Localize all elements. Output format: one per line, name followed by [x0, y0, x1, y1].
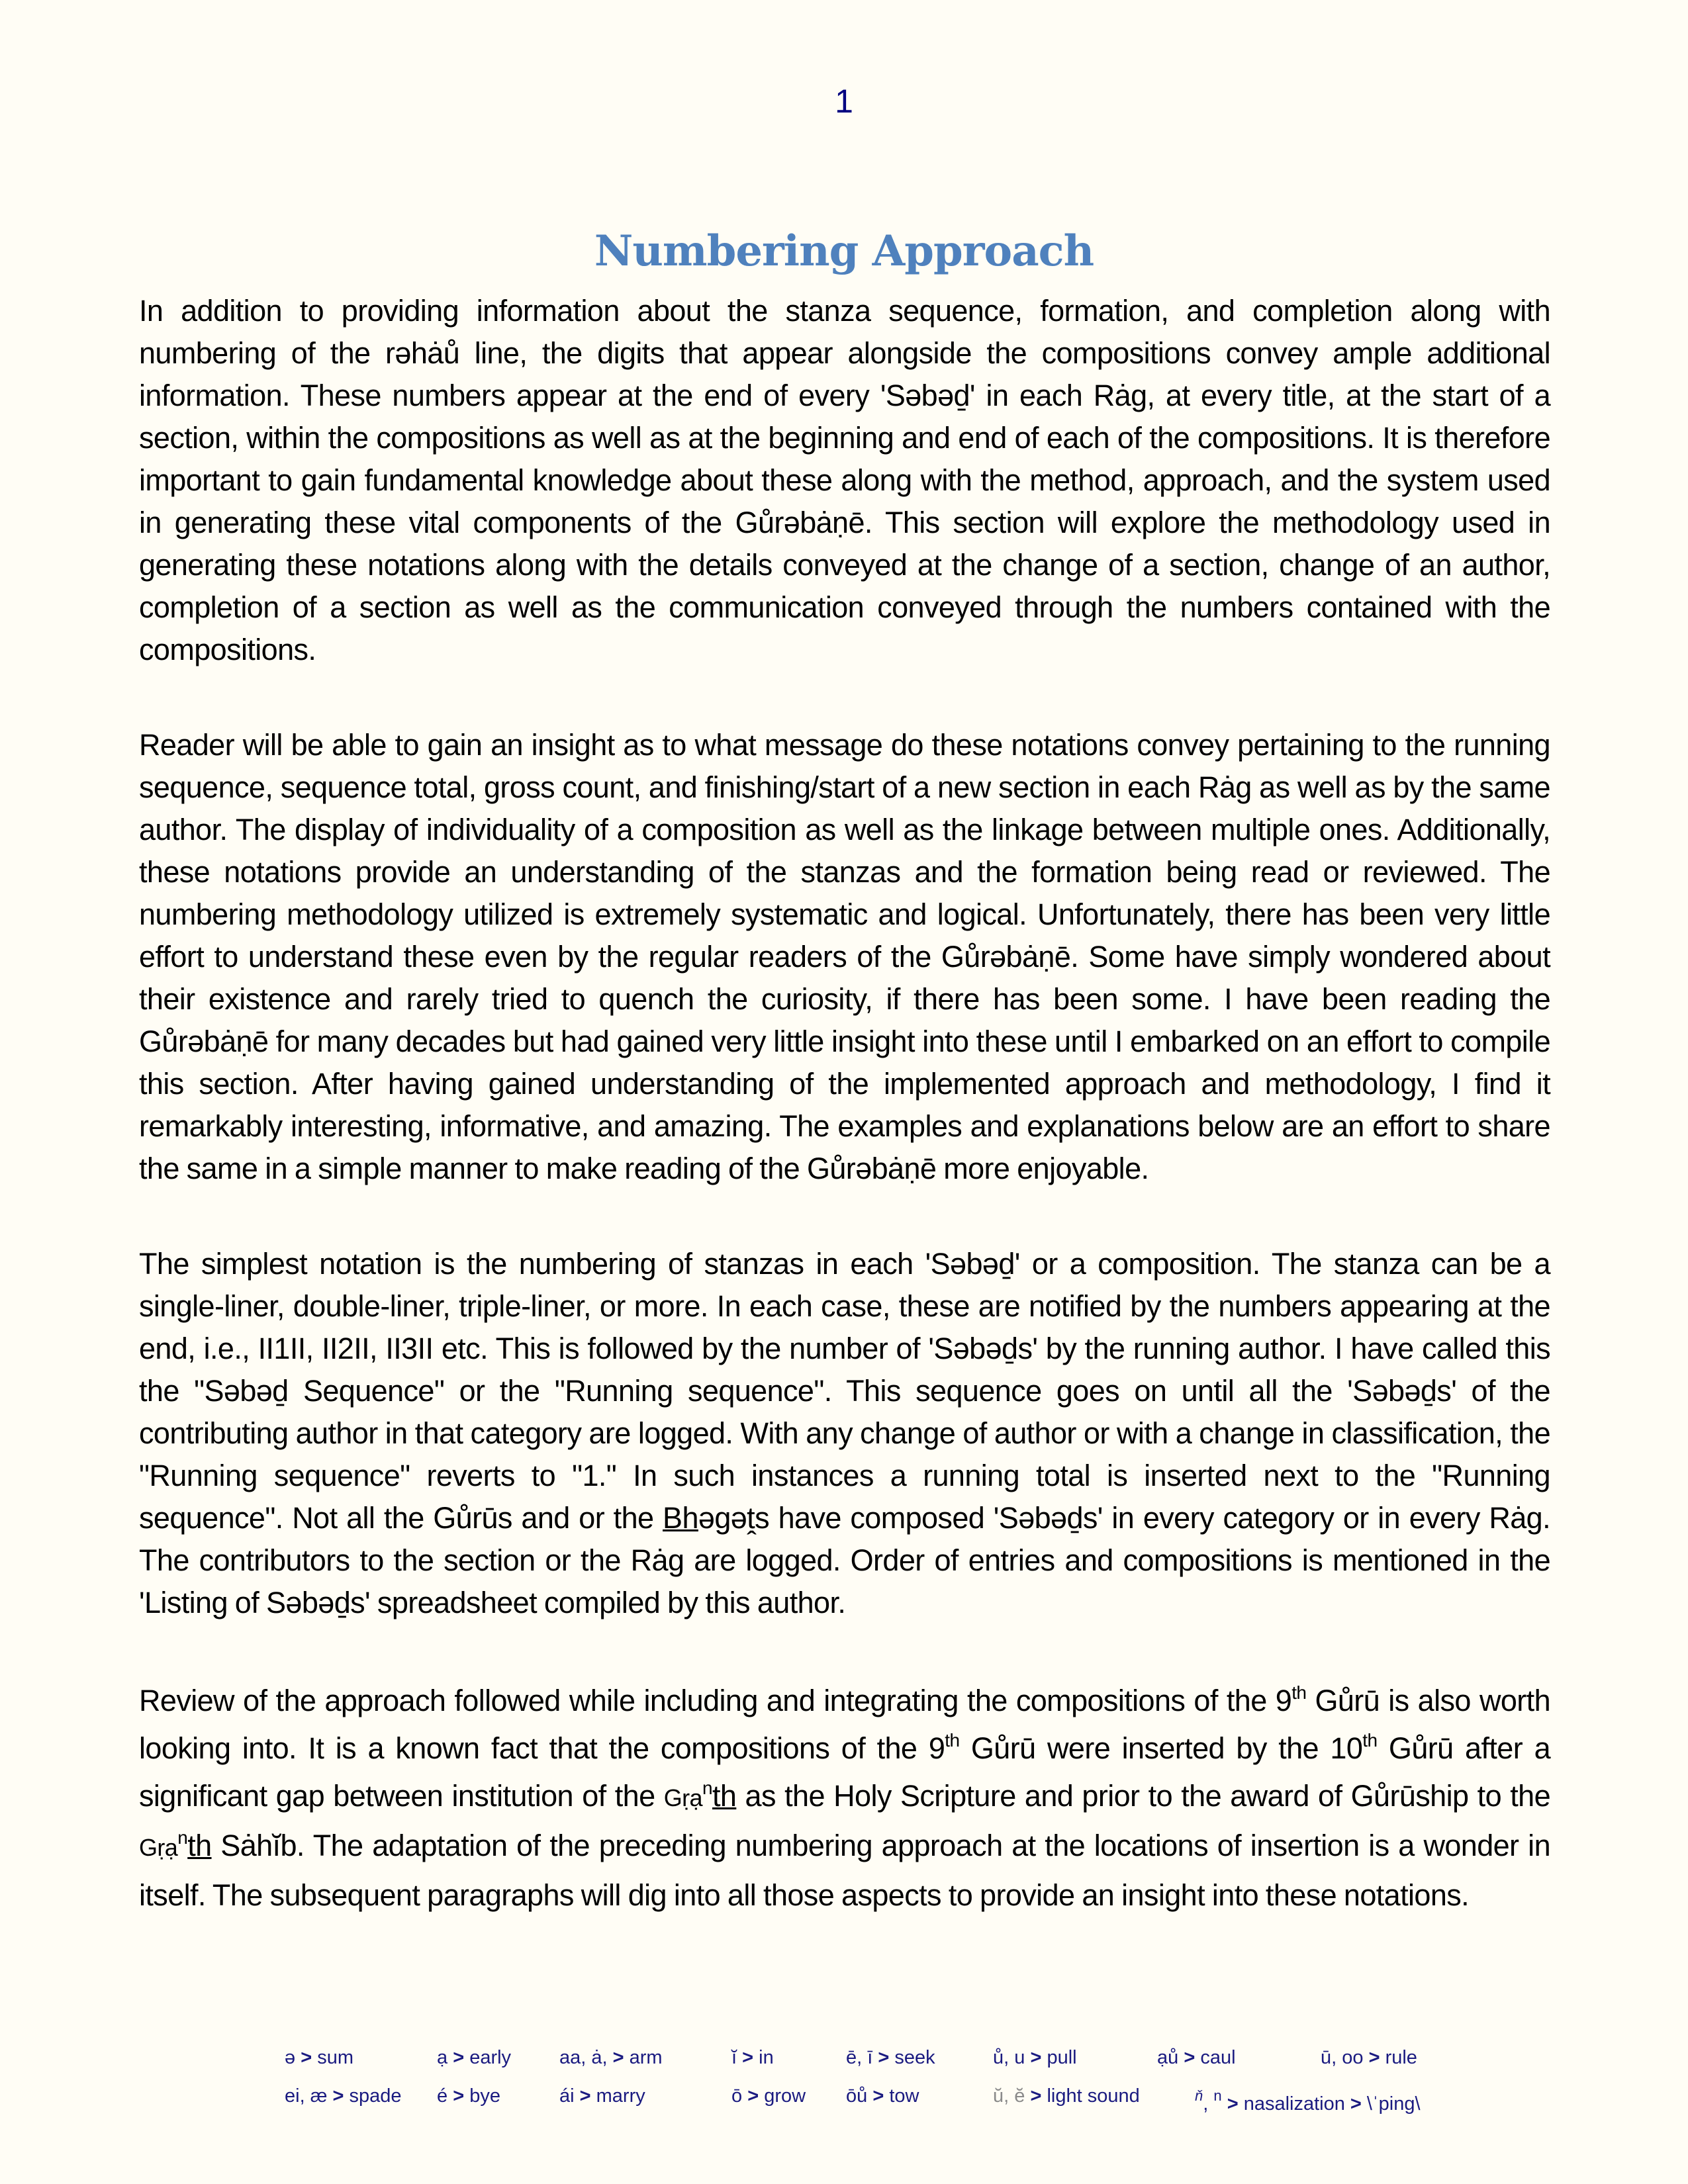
document-body — [139, 290, 1550, 1972]
legend-item: aa, ȧ, > arm — [559, 2047, 663, 2068]
legend-item: ē, ī > seek — [846, 2047, 935, 2068]
text-segment: The simplest notation is the numbering of stanzas in each 'Səbəḏ' or a composition. The stanza can be a single-liner, double-liner, triple-liner, or more. In each case, these are notified by the numbers appearing at the end, i.e., II1II, II2II, II3II etc. This is followed by the number of 'Səbəḏs' by the running author. I have called this the "Səbəḏ Sequence" or the "Running sequence". This sequence goes on until all the 'Səbəḏs' of the contributing author in that category are logged. With any change of author or with a change in classification, the "Running sequence" reverts to "1." In such instances a running total is inserted next to the "Running sequence". Not all the Gůrūs and or the — [139, 1247, 1550, 1535]
granth-prefix: Gṛạ — [139, 1834, 178, 1861]
legend-item: ů, u > pull — [993, 2047, 1077, 2068]
underlined-text: th — [187, 1829, 212, 1862]
granth-prefix: Gṛạ — [663, 1784, 702, 1811]
page-title: Numbering Approach — [594, 226, 1094, 276]
legend-item: ə > sum — [285, 2047, 353, 2068]
text-segment: have composed 'Səbəḏs' in every category or in every Rȧg. The contributors to the section or the Rȧg are logged. Order of entries and compositions is mentioned in the 'Listing of Səbəḏs' spreadsheet compiled by this author. — [139, 1501, 1550, 1619]
legend-item: ái > marry — [559, 2085, 645, 2107]
text-segment: Sȧhĭb. The adaptation of the preceding numbering approach at the locations of insertion is a wonder in itself. The subsequent paragraphs will dig into all those aspects to provide an insight into these notations. — [139, 1829, 1550, 1912]
legend-item: é > bye — [437, 2085, 500, 2107]
ordinal-suffix: th — [945, 1730, 960, 1751]
legend-item: ōů > tow — [846, 2085, 919, 2107]
nasal-marker: n — [702, 1778, 712, 1798]
paragraph-ninth-guru-review — [139, 1677, 1550, 1919]
underlined-text: Bh — [663, 1501, 698, 1535]
text-segment: Gůrū is also worth looking into. It is a known fact that the compositions of the 9 — [139, 1684, 1550, 1765]
legend-item: ei, æ > spade — [285, 2085, 402, 2107]
text-segment: Gůrū were inserted by the 10 — [959, 1731, 1363, 1765]
legend-item: ạů > caul — [1157, 2047, 1236, 2068]
legend-item: ạ > early — [437, 2047, 512, 2068]
pronunciation-legend — [285, 2038, 1542, 2115]
text-segment: Gůrū after a significant gap between institution of the — [139, 1731, 1550, 1813]
legend-item: ō > grow — [731, 2085, 806, 2107]
paragraph-intro: In addition to providing information about the stanza sequence, formation, and completion along with numbering of the rəhȧů line, the digits that appear alongside the compositions convey ample additional information. These numbers appear at the end of every 'Səbəḏ' in each Rȧg, at every title, at the start of a section, within the compositions as well as at the beginning and end of each of the compositions. It is therefore important to gain fundamental knowledge about these along with the method, approach, and the system used in generating these vital components of the Gůrəbȧṇē. This section will explore the methodology used in generating these notations along with the details conveyed at the change of a section, change of an author, completion of a section as well as the communication conveyed through the numbers contained with the compositions. — [139, 294, 1550, 666]
text-segment: as the Holy Scripture and prior to the award of Gůrūship to the — [736, 1779, 1550, 1813]
legend-item: ŭ, ĕ > light sound — [993, 2085, 1140, 2107]
legend-item: ū, oo > rule — [1321, 2047, 1417, 2068]
underlined-text: th — [712, 1779, 737, 1813]
legend-row-2 — [285, 2077, 1542, 2115]
legend-row-1 — [285, 2038, 1542, 2077]
ordinal-suffix: th — [1291, 1682, 1307, 1703]
legend-item: $^ň$, $^n$ > nasalization > \ˈping\ — [1195, 2087, 1421, 2115]
legend-item: ĭ > in — [731, 2047, 774, 2068]
text-segment: Review of the approach followed while including and integrating the compositions of the 9 — [139, 1684, 1292, 1717]
paragraph-simplest-notation — [139, 1243, 1550, 1624]
nasal-marker: n — [177, 1827, 188, 1848]
page-number: 1 — [835, 83, 853, 120]
paragraph-reader-insight: Reader will be able to gain an insight as to what message do these notations convey pertaining to the running sequence, sequence total, gross count, and finishing/start of a new section in each Rȧg as well as by the same author. The display of individuality of a composition as well as the linkage between multiple ones. Additionally, these notations provide an understanding of the stanzas and the formation being read or reviewed. The numbering methodology utilized is extremely systematic and logical. Unfortunately, there has been very little effort to understand these even by the regular readers of the Gůrəbȧṇē. Some have simply wondered about their existence and rarely tried to quench the curiosity, if there has been some. I have been reading the Gůrəbȧṇē for many decades but had gained very little insight into these until I embarked on an effort to compile this section. After having gained understanding of the implemented approach and methodology, I find it remarkably interesting, informative, and amazing. The examples and explanations below are an effort to share the same in a simple manner to make reading of the Gůrəbȧṇē more enjoyable. — [139, 728, 1550, 1185]
text-segment: əgəṱs — [698, 1501, 769, 1535]
ordinal-suffix: th — [1362, 1730, 1378, 1751]
